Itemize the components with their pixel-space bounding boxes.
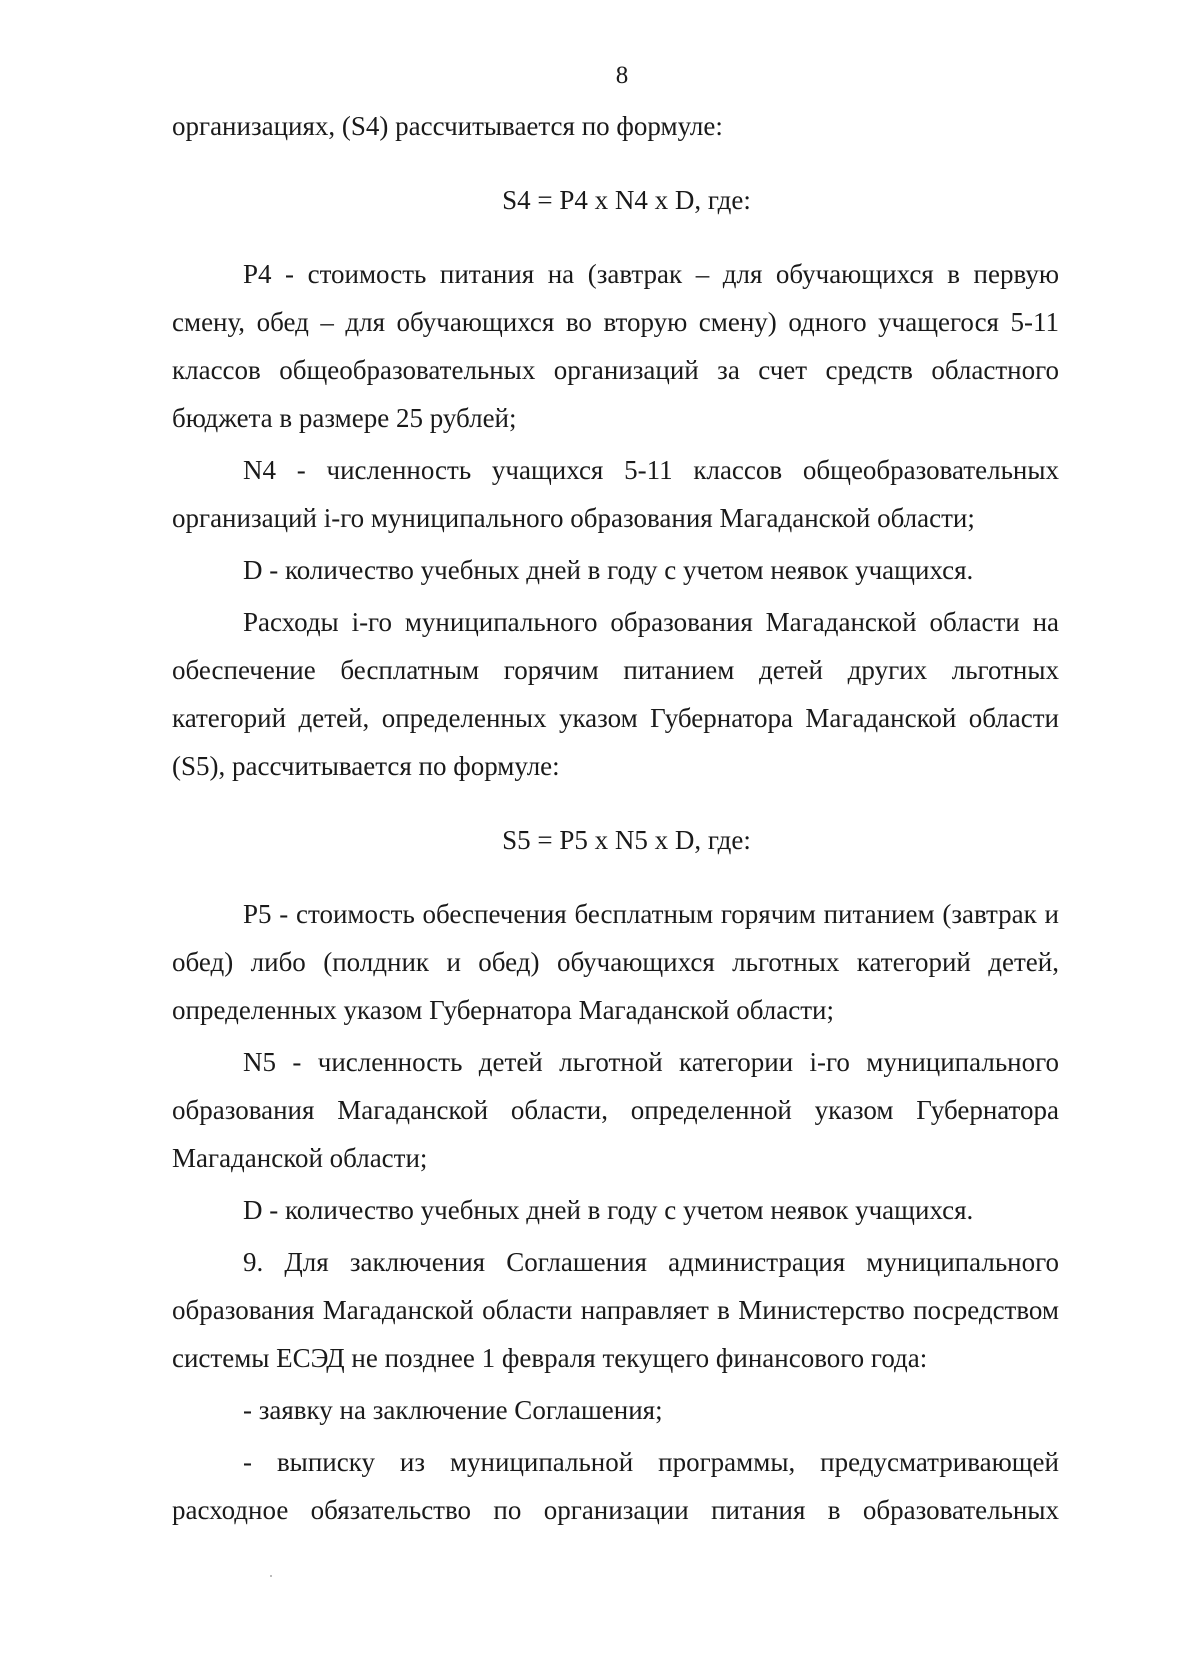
- paragraph-d-definition: D - количество учебных дней в году с учетом неявок учащихся.: [243, 555, 974, 585]
- scan-speck: [270, 1575, 272, 1577]
- paragraph-p5-definition: P5 - стоимость обеспечения бесплатным горячим питанием (завтрак и обед) либо (полдник и обед) обучающихся льготных категорий детей, определенных указом Губернатора Магаданской области;: [172, 899, 1059, 1025]
- paragraph-n4-definition: N4 - численность учащихся 5-11 классов общеобразовательных организаций i-го муниципального образования Магаданской области;: [172, 455, 1059, 533]
- formula-s5: S5 = P5 x N5 x D, где:: [502, 825, 751, 855]
- paragraph-s5-intro: Расходы i-го муниципального образования Магаданской области на обеспечение бесплатным горячим питанием детей других льготных категорий детей, определенных указом Губернатора Магаданской области (S5), рассчитывается по формуле:: [172, 607, 1059, 781]
- paragraph-p4-definition: P4 - стоимость питания на (завтрак – для обучающихся в первую смену, обед – для обучающихся во вторую смену) одного учащегося 5-11 классов общеобразовательных организаций за счет средств областного бюджета в размере 25 рублей;: [172, 259, 1059, 433]
- paragraph-n5-definition: N5 - численность детей льготной категории i-го муниципального образования Магаданской области, определенной указом Губернатора Магаданской области;: [172, 1047, 1059, 1173]
- paragraph-item-9: 9. Для заключения Соглашения администрация муниципального образования Магаданской области направляет в Министерство посредством системы ЕСЭД не позднее 1 февраля текущего финансового года:: [172, 1247, 1059, 1373]
- paragraph-intro: организациях, (S4) рассчитывается по формуле:: [172, 111, 723, 141]
- list-item-program-extract: - выписку из муниципальной программы, предусматривающей расходное обязательство по организации питания в образовательных: [172, 1447, 1059, 1525]
- paragraph-d-definition-2: D - количество учебных дней в году с учетом неявок учащихся.: [243, 1195, 974, 1225]
- document-body: [172, 102, 1059, 1534]
- page-number: 8: [615, 62, 629, 89]
- formula-s4: S4 = P4 x N4 x D, где:: [502, 185, 751, 215]
- list-item-application: - заявку на заключение Соглашения;: [243, 1395, 663, 1425]
